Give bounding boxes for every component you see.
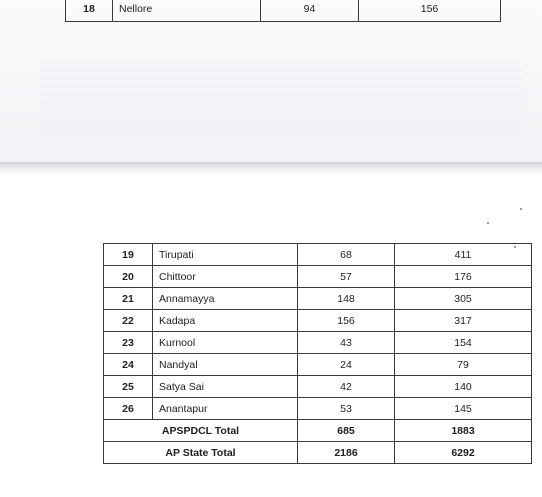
table-row	[104, 332, 532, 354]
value-b-cell: 305	[395, 288, 532, 310]
table-row	[104, 244, 532, 266]
table-row	[104, 310, 532, 332]
value-a-cell: 43	[298, 332, 395, 354]
value-b-cell: 317	[395, 310, 532, 332]
value-b-cell: 145	[395, 398, 532, 420]
table-row	[66, 0, 501, 22]
scan-speck	[487, 222, 489, 224]
top-table	[65, 0, 501, 22]
total-row	[104, 420, 532, 442]
table-row	[104, 288, 532, 310]
total-label-cell: APSPDCL Total	[104, 420, 298, 442]
value-a-cell: 24	[298, 354, 395, 376]
district-name-cell: Nandyal	[153, 354, 298, 376]
value-b-cell: 79	[395, 354, 532, 376]
value-a-cell: 68	[298, 244, 395, 266]
top-table-body	[66, 0, 501, 22]
serial-number-cell: 23	[104, 332, 153, 354]
serial-number-cell: 26	[104, 398, 153, 420]
serial-number-cell: 22	[104, 310, 153, 332]
serial-number-cell: 24	[104, 354, 153, 376]
serial-number-cell: 18	[66, 0, 113, 22]
table-row	[104, 266, 532, 288]
value-a-cell: 53	[298, 398, 395, 420]
value-a-cell: 57	[298, 266, 395, 288]
district-name-cell: Satya Sai	[153, 376, 298, 398]
upper-page-fragment	[0, 0, 542, 162]
total-value-b-cell: 6292	[395, 442, 532, 464]
value-b-cell: 154	[395, 332, 532, 354]
value-a-cell: 156	[298, 310, 395, 332]
district-name-cell: Chittoor	[153, 266, 298, 288]
total-value-a-cell: 685	[298, 420, 395, 442]
total-label-cell: AP State Total	[104, 442, 298, 464]
table-row	[104, 376, 532, 398]
total-value-a-cell: 2186	[298, 442, 395, 464]
district-name-cell: Nellore	[113, 0, 261, 22]
value-a-cell: 94	[261, 0, 359, 22]
district-name-cell: Tirupati	[153, 244, 298, 266]
district-name-cell: Annamayya	[153, 288, 298, 310]
value-b-cell: 176	[395, 266, 532, 288]
serial-number-cell: 20	[104, 266, 153, 288]
district-name-cell: Anantapur	[153, 398, 298, 420]
total-value-b-cell: 1883	[395, 420, 532, 442]
district-name-cell: Kadapa	[153, 310, 298, 332]
serial-number-cell: 25	[104, 376, 153, 398]
total-row	[104, 442, 532, 464]
value-a-cell: 148	[298, 288, 395, 310]
serial-number-cell: 19	[104, 244, 153, 266]
serial-number-cell: 21	[104, 288, 153, 310]
show-through-bleed	[40, 60, 522, 140]
page-separator	[0, 162, 542, 176]
scan-speck	[520, 208, 522, 210]
district-table	[103, 243, 532, 464]
value-b-cell: 411	[395, 244, 532, 266]
value-b-cell: 156	[359, 0, 501, 22]
table-row	[104, 354, 532, 376]
value-b-cell: 140	[395, 376, 532, 398]
district-name-cell: Kurnool	[153, 332, 298, 354]
table-row	[104, 398, 532, 420]
value-a-cell: 42	[298, 376, 395, 398]
district-table-body	[104, 244, 532, 464]
